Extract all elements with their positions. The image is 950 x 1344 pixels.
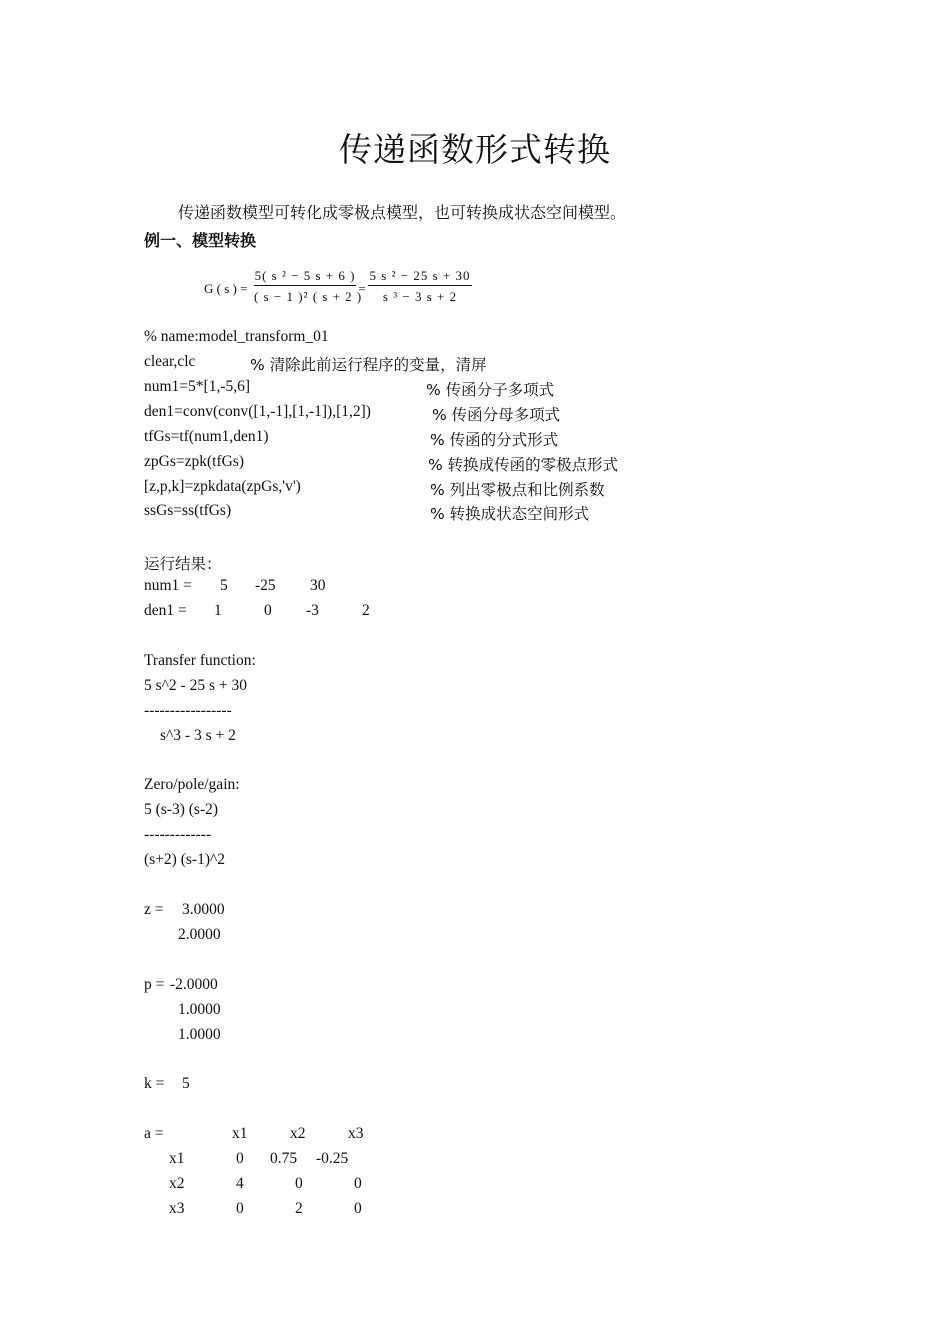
zpk-bar: ------------- — [144, 826, 212, 843]
code-line: [z,p,k]=zpkdata(zpGs,'v') — [144, 478, 301, 495]
p-value: 1.0000 — [178, 1026, 221, 1043]
results-label: 运行结果： — [144, 555, 222, 573]
a-cell: 0 — [354, 1175, 362, 1192]
code-comment: % 清除此前运行程序的变量，清屏 — [250, 356, 487, 374]
a-row-header: x3 — [169, 1200, 185, 1217]
p-label: p = — [144, 976, 165, 993]
code-comment: % 传函分母多项式 — [432, 406, 561, 424]
z-label: z = — [144, 901, 164, 918]
a-cell: -0.25 — [316, 1150, 349, 1167]
a-cell: 0 — [236, 1200, 244, 1217]
formula-fraction-factored — [254, 266, 363, 306]
a-cell: 4 — [236, 1175, 244, 1192]
code-line: num1=5*[1,-5,6] — [144, 378, 251, 395]
a-label: a = — [144, 1125, 164, 1142]
tf-bar: ----------------- — [144, 702, 232, 719]
code-comment: % 列出零极点和比例系数 — [430, 481, 605, 499]
p-value: -2.0000 — [170, 976, 218, 993]
a-cell: 2 — [295, 1200, 303, 1217]
zpk-label: Zero/pole/gain: — [144, 776, 240, 793]
formula-fraction-expanded — [368, 266, 472, 306]
z-value: 3.0000 — [182, 901, 225, 918]
code-comment: % 转换成传函的零极点形式 — [428, 456, 619, 474]
a-column-header: x2 — [290, 1125, 306, 1142]
formula-equals: = — [358, 281, 366, 296]
formula-frac2-numerator: 5 s ² − 25 s + 30 — [368, 266, 472, 286]
code-comment: % 转换成状态空间形式 — [430, 505, 590, 523]
a-cell: 0 — [295, 1175, 303, 1192]
a-column-header: x1 — [232, 1125, 248, 1142]
tf-numerator: 5 s^2 - 25 s + 30 — [144, 677, 247, 694]
a-row-header: x2 — [169, 1175, 185, 1192]
den1-value: 1 — [214, 602, 222, 619]
tf-label: Transfer function: — [144, 652, 256, 669]
code-comment: % 传函的分式形式 — [430, 431, 559, 449]
tf-denominator: s^3 - 3 s + 2 — [160, 727, 236, 744]
den1-value: -3 — [306, 602, 319, 619]
p-value: 1.0000 — [178, 1001, 221, 1018]
zpk-denominator: (s+2) (s-1)^2 — [144, 851, 226, 868]
code-line: tfGs=tf(num1,den1) — [144, 428, 269, 445]
page-title: 传递函数形式转换 — [339, 130, 611, 169]
code-line: zpGs=zpk(tfGs) — [144, 453, 244, 470]
k-value: 5 — [182, 1075, 190, 1092]
example-heading: 例一、模型转换 — [144, 231, 257, 250]
a-column-header: x3 — [348, 1125, 364, 1142]
code-line: clear,clc — [144, 353, 196, 370]
num1-value: 30 — [310, 577, 326, 594]
den1-value: 0 — [264, 602, 272, 619]
code-line: % name:model_transform_01 — [144, 328, 329, 345]
intro-paragraph: 传递函数模型可转化成零极点模型，也可转换成状态空间模型。 — [178, 203, 627, 222]
z-value: 2.0000 — [178, 926, 221, 943]
num1-value: -25 — [255, 577, 276, 594]
formula-lhs: G ( s ) = — [204, 281, 248, 296]
a-cell: 0 — [236, 1150, 244, 1167]
k-label: k = — [144, 1075, 165, 1092]
code-comment: % 传函分子多项式 — [426, 381, 555, 399]
code-line: den1=conv(conv([1,-1],[1,-1]),[1,2]) — [144, 403, 371, 420]
a-row-header: x1 — [169, 1150, 185, 1167]
zpk-numerator: 5 (s-3) (s-2) — [144, 801, 219, 818]
code-line: ssGs=ss(tfGs) — [144, 502, 232, 519]
a-cell: 0 — [354, 1200, 362, 1217]
formula-frac1-denominator: ( s − 1 )² ( s + 2 ) — [254, 289, 363, 304]
den1-label: den1 = — [144, 602, 187, 619]
a-cell: 0.75 — [270, 1150, 298, 1167]
formula-frac2-denominator: s ³ − 3 s + 2 — [382, 289, 458, 304]
formula-frac1-numerator: 5( s ² − 5 s + 6 ) — [254, 266, 356, 286]
num1-value: 5 — [220, 577, 228, 594]
num1-label: num1 = — [144, 577, 192, 594]
den1-value: 2 — [362, 602, 370, 619]
